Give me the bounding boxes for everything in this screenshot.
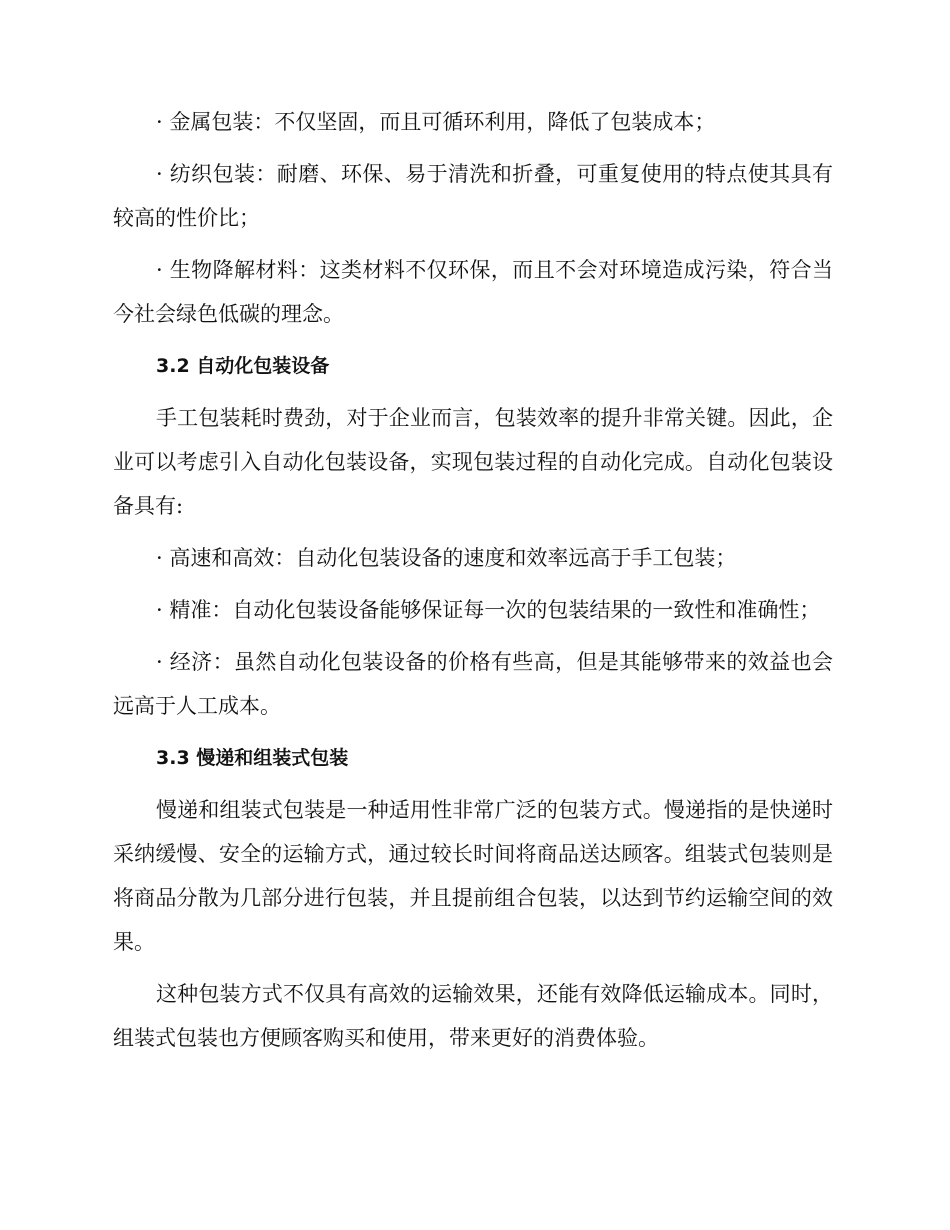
- bullet-textile-packaging: · 纺织包装：耐磨、环保、易于清洗和折叠，可重复使用的特点使其具有较高的性价比；: [113, 162, 833, 230]
- section-3-3-paragraph-1: 慢递和组装式包装是一种适用性非常广泛的包装方式。慢递指的是快递时采纳缓慢、安全的运输方式，通过较长时间将商品送达顾客。组装式包装则是将商品分散为几部分进行包装，并且提前组合包装，以达到节约运输空间的效果。: [113, 798, 833, 954]
- document-page: [113, 100, 833, 1068]
- section-heading-3-3: 3.3 慢递和组装式包装: [156, 747, 349, 769]
- section-heading-3-2: 3.2 自动化包装设备: [156, 355, 330, 377]
- bullet-metal-packaging: · 金属包装：不仅坚固，而且可循环利用，降低了包装成本；: [156, 110, 716, 134]
- bullet-precision: · 精准：自动化包装设备能够保证每一次的包装结果的一致性和准确性；: [156, 598, 821, 622]
- section-3-2-intro: 手工包装耗时费劲，对于企业而言，包装效率的提升非常关键。因此，企业可以考虑引入自动化包装设备，实现包装过程的自动化完成。自动化包装设备具有:: [113, 406, 833, 518]
- section-3-3-paragraph-2: 这种包装方式不仅具有高效的运输效果，还能有效降低运输成本。同时，组装式包装也方便顾客购买和使用，带来更好的消费体验。: [113, 982, 833, 1050]
- bullet-economy: · 经济：虽然自动化包装设备的价格有些高，但是其能够带来的效益也会远高于人工成本。: [113, 650, 833, 718]
- bullet-biodegradable-material: · 生物降解材料：这类材料不仅环保，而且不会对环境造成污染，符合当今社会绿色低碳的理念。: [113, 258, 833, 326]
- bullet-high-speed: · 高速和高效：自动化包装设备的速度和效率远高于手工包装；: [156, 546, 737, 570]
